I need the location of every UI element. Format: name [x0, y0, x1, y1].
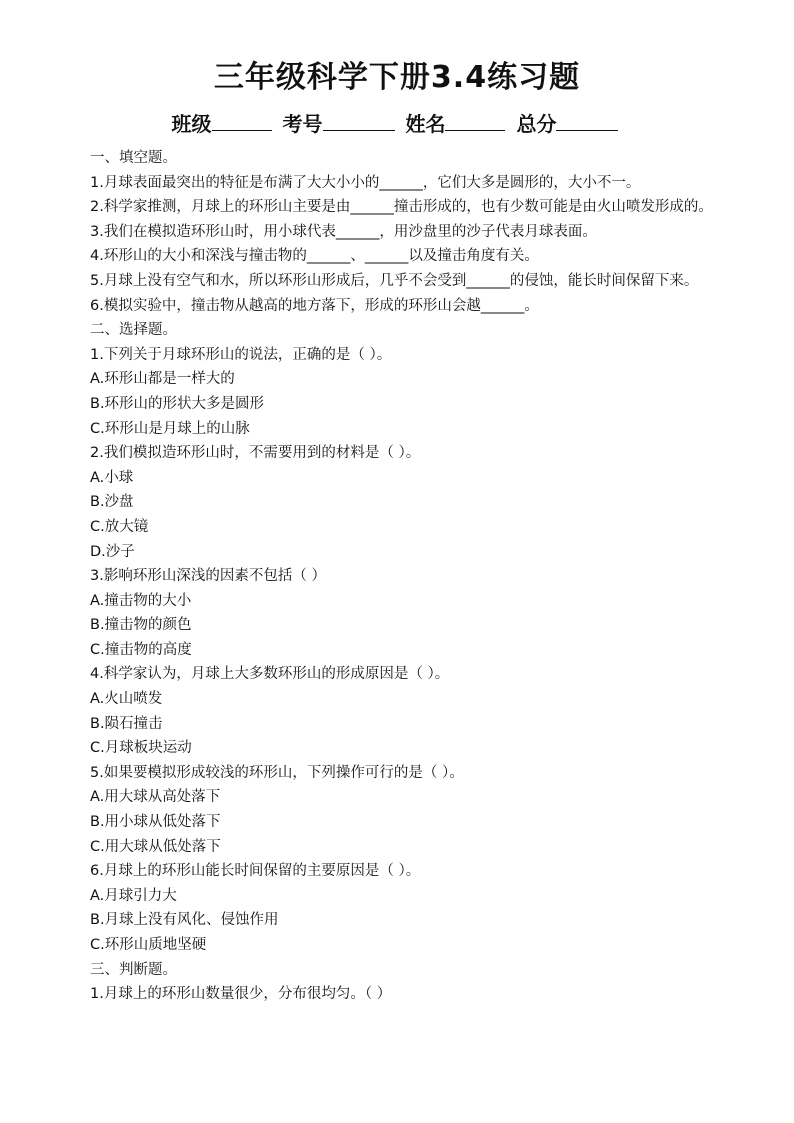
- option-item: D.沙子: [90, 543, 135, 560]
- total-score-blank: [556, 110, 618, 131]
- option-item: A.火山喷发: [90, 691, 163, 708]
- section-heading-true-false: 三、判断题。: [90, 961, 177, 978]
- name-blank: [445, 110, 505, 131]
- exam-number-label: 考号: [282, 112, 323, 136]
- option-item: A.小球: [90, 469, 134, 486]
- option-item: B.环形山的形状大多是圆形: [90, 395, 265, 412]
- option-item: B.用小球从低处落下: [90, 814, 221, 831]
- exam-number-blank: [323, 110, 395, 131]
- section-heading-fill-blank: 一、填空题。: [90, 150, 177, 166]
- option-item: C.用大球从低处落下: [90, 838, 221, 855]
- option-item: A.用大球从高处落下: [90, 789, 221, 806]
- option-item: C.环形山质地坚硬: [90, 937, 207, 953]
- question-item: 6.月球上的环形山能长时间保留的主要原因是（ ）。: [90, 863, 421, 880]
- class-blank: [212, 110, 272, 131]
- name-label: 姓名: [405, 112, 446, 136]
- option-item: C.撞击物的高度: [90, 641, 192, 658]
- page-title: 三年级科学下册3.4练习题: [213, 60, 581, 95]
- worksheet-content: [60, 146, 736, 1007]
- question-item: 3.影响环形山深浅的因素不包括（ ）: [90, 568, 326, 585]
- class-label: 班级: [171, 112, 212, 136]
- question-item: 2.我们模拟造环形山时，不需要用到的材料是（ ）。: [90, 445, 421, 462]
- question-item: 4.环形山的大小和深浅与撞击物的______、______以及撞击角度有关。: [90, 248, 539, 265]
- question-item: 3.我们在模拟造环形山时，用小球代表______，用沙盘里的沙子代表月球表面。: [90, 223, 597, 240]
- option-item: C.月球板块运动: [90, 740, 192, 757]
- option-item: B.沙盘: [90, 494, 134, 511]
- student-info-line: [0, 110, 794, 138]
- question-item: 2.科学家推测，月球上的环形山主要是由______撞击形成的，也有少数可能是由火山喷发形成的。: [90, 199, 713, 216]
- option-item: B.月球上没有风化、侵蚀作用: [90, 912, 279, 929]
- question-item: 4.科学家认为，月球上大多数环形山的形成原因是（ ）。: [90, 666, 450, 683]
- total-score-label: 总分: [516, 112, 557, 136]
- question-item: 1.月球表面最突出的特征是布满了大大小小的______，它们大多是圆形的，大小不一。: [90, 174, 641, 191]
- option-item: A.月球引力大: [90, 887, 177, 904]
- question-item: 5.如果要模拟形成较浅的环形山，下列操作可行的是（ ）。: [90, 764, 464, 781]
- question-item: 6.模拟实验中，撞击物从越高的地方落下，形成的环形山会越______。: [90, 297, 539, 314]
- option-item: A.撞击物的大小: [90, 592, 192, 609]
- section-heading-multiple-choice: 二、选择题。: [90, 322, 177, 339]
- option-item: B.陨石撞击: [90, 715, 163, 732]
- question-item: 1.下列关于月球环形山的说法，正确的是（ ）。: [90, 346, 392, 363]
- question-item: 1.月球上的环形山数量很少，分布很均匀。（ ）: [90, 986, 392, 1003]
- option-item: A.环形山都是一样大的: [90, 371, 235, 388]
- option-item: C.放大镜: [90, 518, 149, 535]
- option-item: B.撞击物的颜色: [90, 617, 192, 634]
- question-item: 5.月球上没有空气和水，所以环形山形成后，几乎不会受到______的侵蚀，能长时间保留下来。: [90, 272, 699, 289]
- option-item: C.环形山是月球上的山脉: [90, 420, 250, 437]
